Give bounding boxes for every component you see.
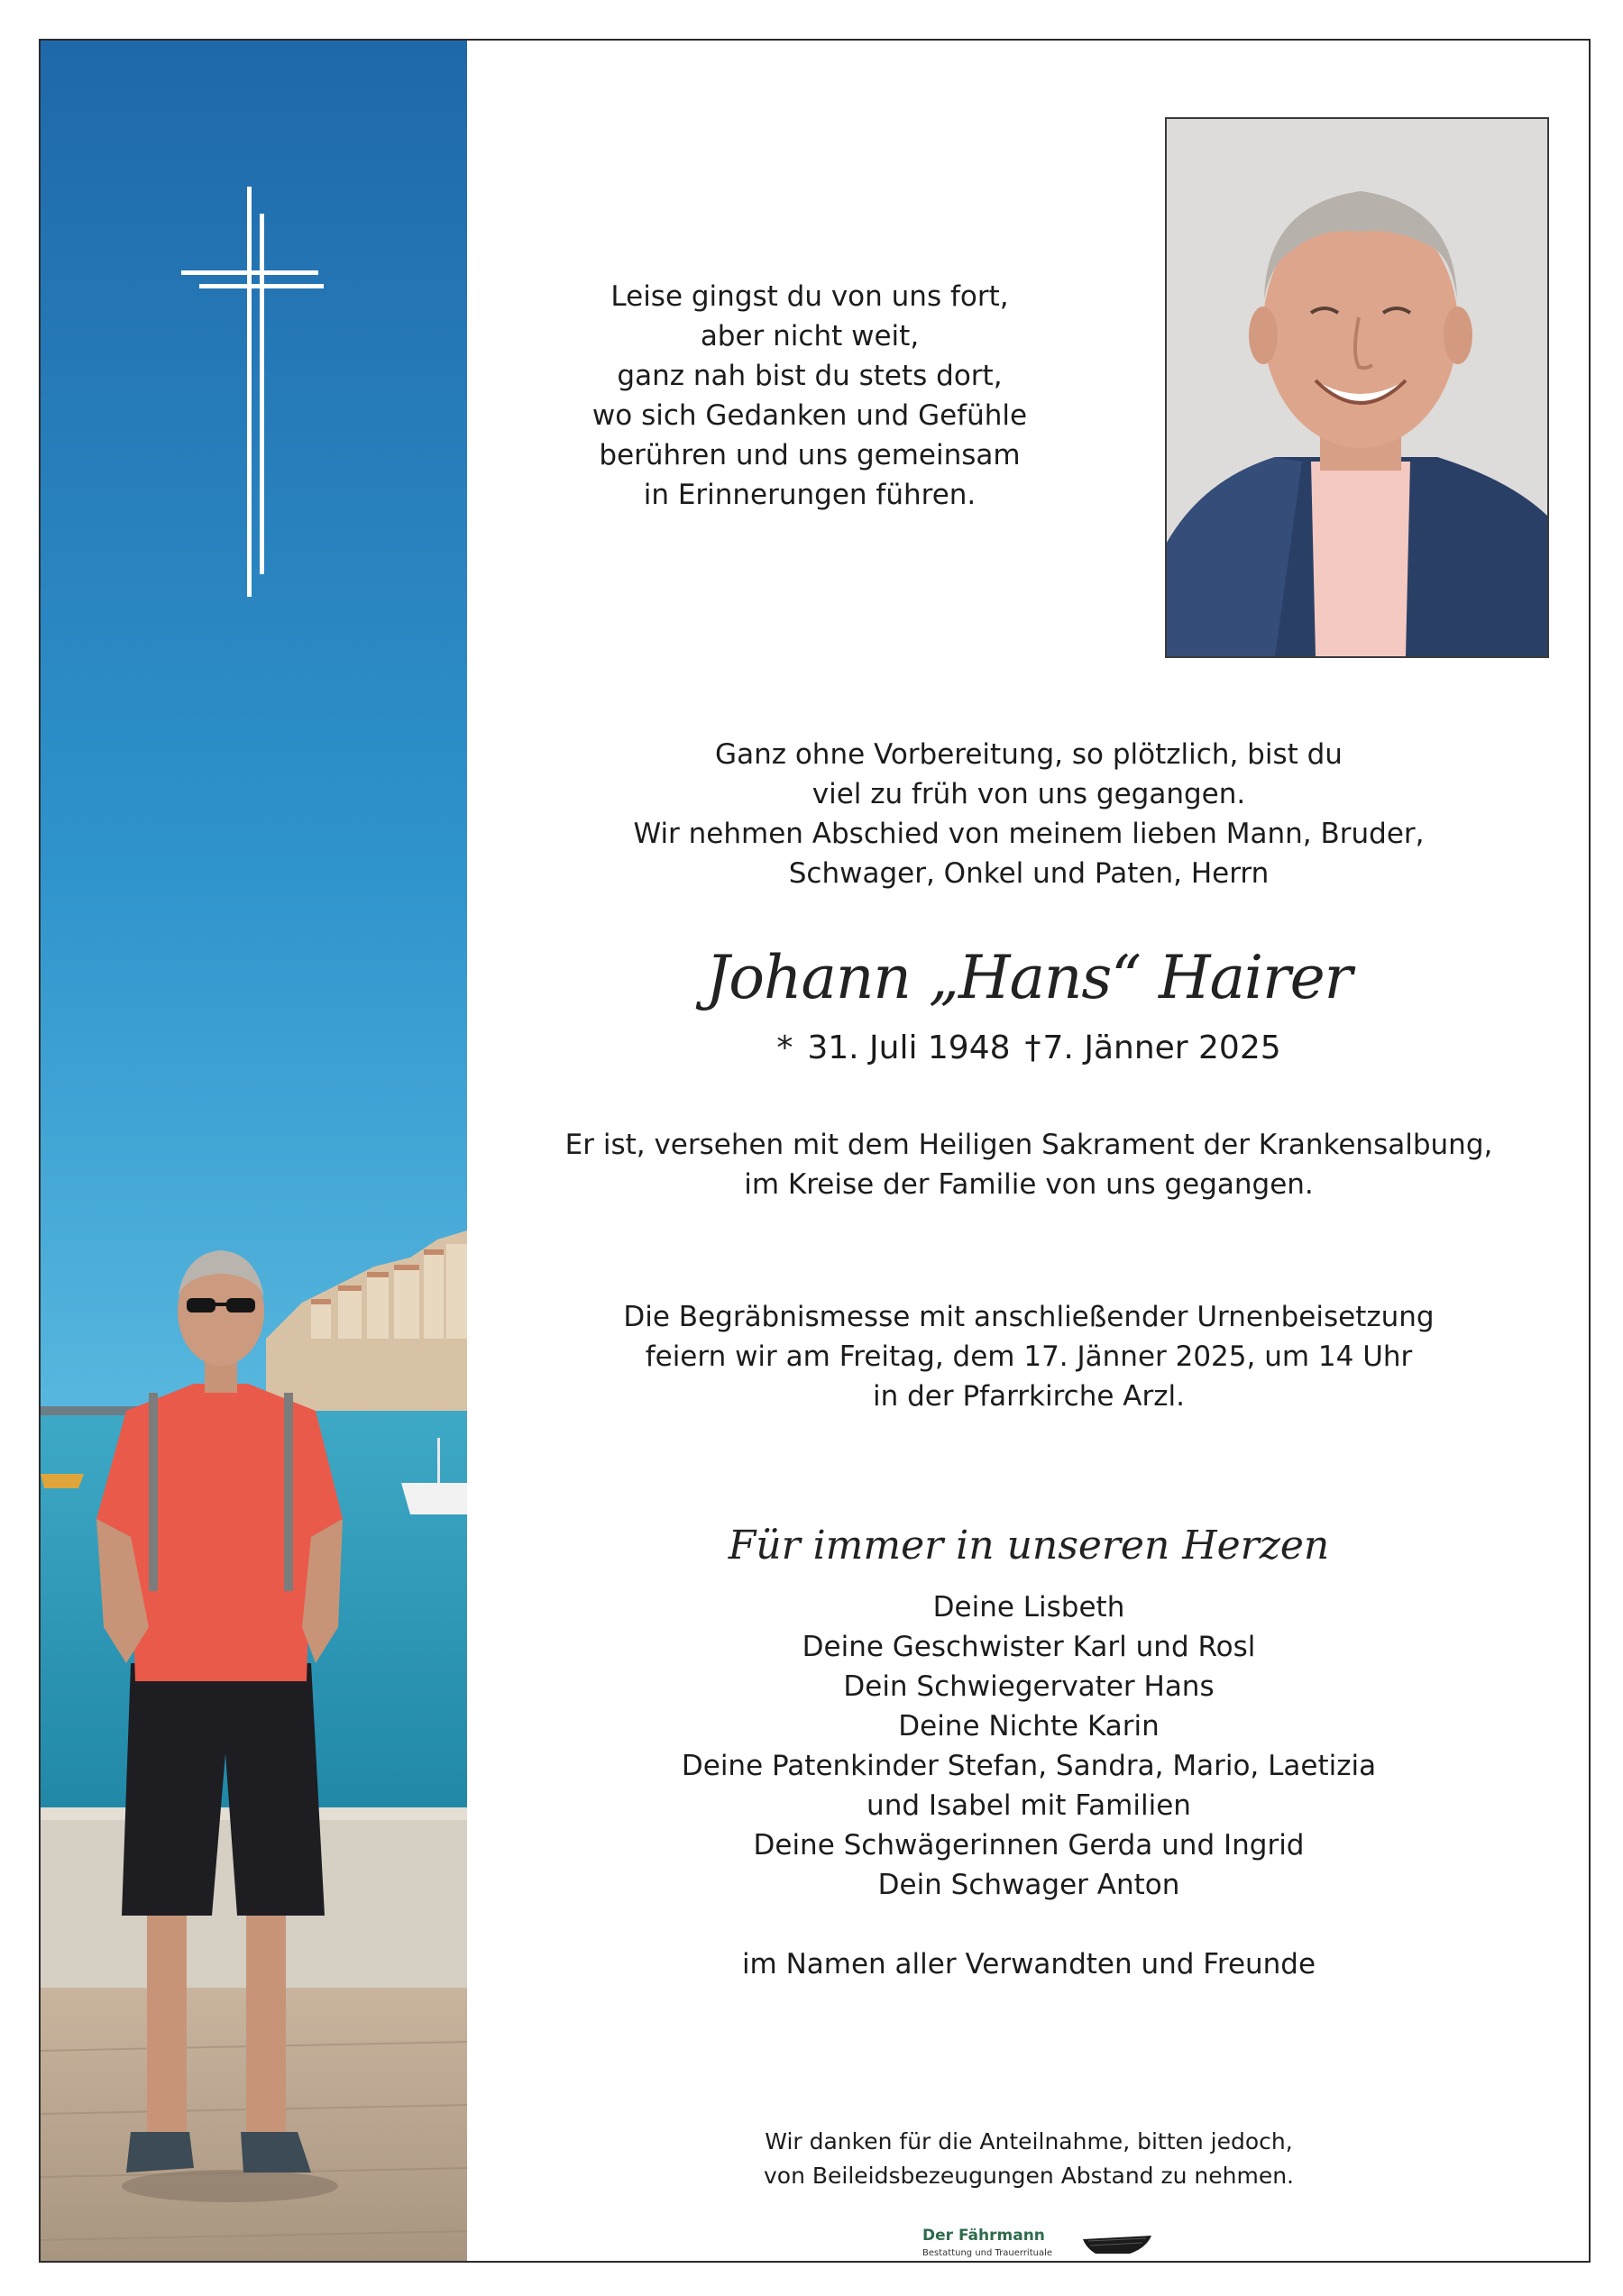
boat-icon	[1083, 2234, 1151, 2257]
mourner-line: und Isabel mit Familien	[867, 1789, 1191, 1822]
death-symbol: †	[1024, 1029, 1041, 1066]
portrait-photo	[1165, 117, 1549, 658]
mourners-closing: im Namen aller Verwandten und Freunde	[741, 1948, 1316, 1980]
life-dates	[467, 1027, 1591, 1070]
content-area	[467, 41, 1589, 2261]
logo-name: Der Fährmann	[922, 2227, 1045, 2245]
thanks-line: von Beileidsbezeugungen Abstand zu nehmen.	[763, 2163, 1294, 2189]
mourners-list	[467, 1587, 1591, 1905]
deceased-name: Johann „Hans“ Hairer	[705, 943, 1352, 1012]
birth-symbol: *	[776, 1029, 793, 1066]
logo-tagline: Bestattung und Trauerrituale	[922, 2248, 1053, 2258]
mourner-line: Deine Patenkinder Stefan, Sandra, Mario, Laetizia	[681, 1750, 1377, 1782]
thanks-text	[467, 2125, 1591, 2193]
mourner-line: Deine Schwägerinnen Gerda und Ingrid	[753, 1829, 1305, 1861]
mourner-line: Deine Geschwister Karl und Rosl	[802, 1631, 1256, 1663]
intro-line: viel zu früh von uns gegangen.	[812, 778, 1246, 810]
thanks-line: Wir danken für die Anteilnahme, bitten jedoch,	[765, 2128, 1293, 2154]
poem-line: Leise gingst du von uns fort,	[610, 280, 1009, 313]
mourners-heading: Für immer in unseren Herzen	[728, 1523, 1330, 1569]
obituary-card	[39, 39, 1591, 2263]
poem-line: berühren und uns gemeinsam	[599, 439, 1021, 471]
mass-line: in der Pfarrkirche Arzl.	[873, 1380, 1185, 1413]
sacrament-line: im Kreise der Familie von uns gegangen.	[744, 1168, 1314, 1201]
portrait-image	[1167, 119, 1547, 656]
mourner-line: Dein Schwager Anton	[877, 1869, 1180, 1901]
mourner-line: Deine Nichte Karin	[898, 1710, 1160, 1743]
poem-line: in Erinnerungen führen.	[643, 479, 977, 511]
cross-icon	[181, 187, 326, 601]
birth-date: 31. Juli 1948	[807, 1029, 1011, 1066]
sacrament-line: Er ist, versehen mit dem Heiligen Sakrament der Krankensalbung,	[564, 1129, 1493, 1161]
funeral-home-logo	[922, 2227, 1157, 2263]
poem-line: aber nicht weit,	[700, 320, 920, 352]
intro-line: Wir nehmen Abschied von meinem lieben Mann, Bruder,	[633, 818, 1425, 850]
mass-line: feiern wir am Freitag, dem 17. Jänner 2025, um 14 Uhr	[645, 1340, 1413, 1373]
funeral-mass-text	[467, 1297, 1591, 1416]
mourner-line: Dein Schwiegervater Hans	[843, 1670, 1215, 1703]
strip-photo	[41, 41, 467, 2261]
poem-line: ganz nah bist du stets dort,	[617, 360, 1003, 392]
intro-line: Ganz ohne Vorbereitung, so plötzlich, bist du	[715, 738, 1343, 771]
poem	[521, 277, 1098, 515]
mourner-line: Deine Lisbeth	[932, 1591, 1125, 1624]
poem-line: wo sich Gedanken und Gefühle	[591, 399, 1028, 432]
intro-text	[467, 735, 1591, 893]
death-date: 7. Jänner 2025	[1042, 1029, 1281, 1066]
intro-line: Schwager, Onkel und Paten, Herrn	[788, 857, 1270, 890]
mass-line: Die Begräbnismesse mit anschließender Urnenbeisetzung	[623, 1301, 1435, 1333]
sacrament-text	[467, 1125, 1591, 1204]
